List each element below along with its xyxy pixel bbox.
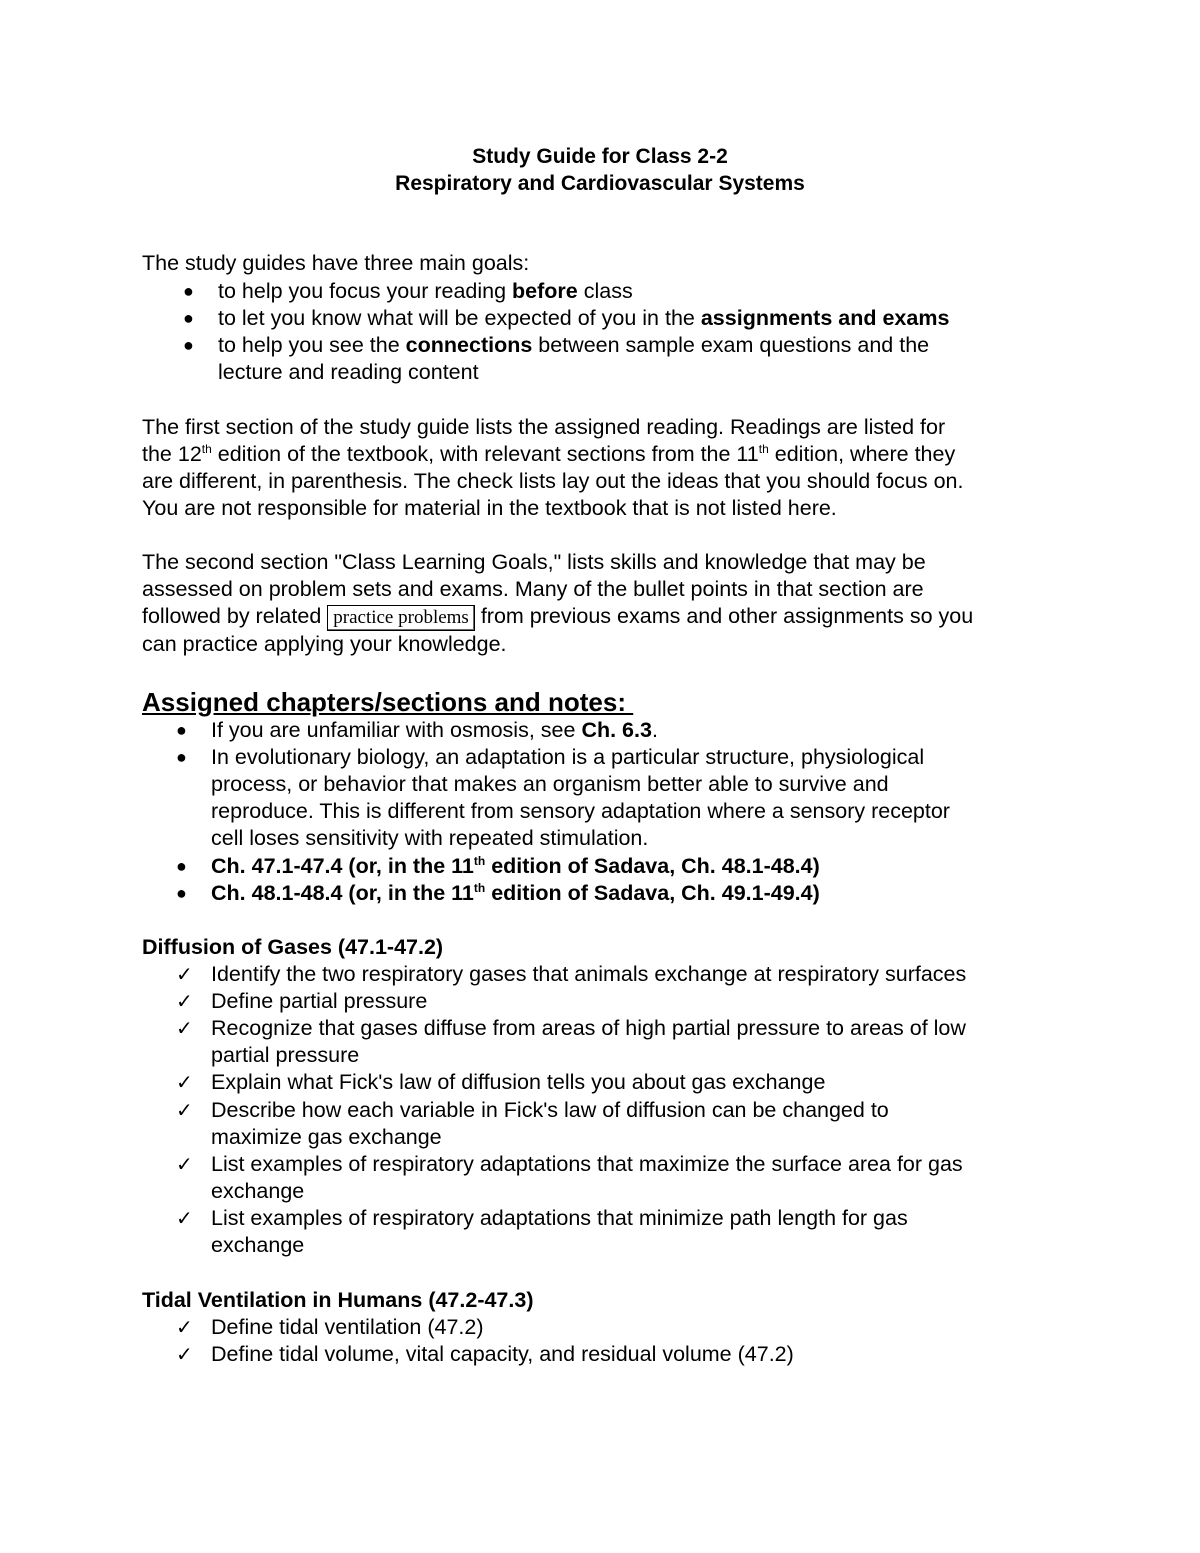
checklist-item: Recognize that gases diffuse from areas of high partial pressure to areas of low [211, 1016, 966, 1040]
intro-lead: The study guides have three main goals: [142, 251, 530, 275]
checklist-item-continuation: partial pressure [211, 1043, 360, 1067]
check-icon: ✓ [176, 1342, 193, 1366]
checklist-item: List examples of respiratory adaptations that maximize the surface area for gas [211, 1152, 963, 1176]
checklist-item: Define partial pressure [211, 989, 428, 1013]
checklist-item: Describe how each variable in Fick's law of diffusion can be changed to [211, 1098, 889, 1122]
check-icon: ✓ [176, 1206, 193, 1230]
checklist-item: List examples of respiratory adaptations that minimize path length for gas [211, 1206, 908, 1230]
bullet-icon: ● [176, 856, 187, 876]
assigned-item: In evolutionary biology, an adaptation is a particular structure, physiological [211, 745, 925, 769]
bullet-icon: ● [176, 883, 187, 903]
assigned-item-continuation: process, or behavior that makes an organism better able to survive and [211, 772, 889, 796]
diffusion-heading: Diffusion of Gases (47.1-47.2) [142, 935, 444, 959]
check-icon: ✓ [176, 1016, 193, 1040]
bullet-icon: ● [183, 335, 194, 355]
paragraph-line: assessed on problem sets and exams. Many of the bullet points in that section are [142, 577, 924, 601]
checklist-item-continuation: maximize gas exchange [211, 1125, 442, 1149]
paragraph-line: followed by related practice problems from previous exams and other assignments so you [142, 603, 973, 631]
checklist-item-continuation: exchange [211, 1233, 305, 1257]
goal-item: to let you know what will be expected of you in the assignments and exams [218, 306, 950, 330]
paragraph-line: are different, in parenthesis. The check lists lay out the ideas that you should focus on. [142, 469, 964, 493]
checklist-item: Define tidal volume, vital capacity, and residual volume (47.2) [211, 1342, 794, 1366]
paragraph-line: You are not responsible for material in the textbook that is not listed here. [142, 496, 837, 520]
goal-item-continuation: lecture and reading content [218, 360, 479, 384]
assigned-item-continuation: reproduce. This is different from sensory adaptation where a sensory receptor [211, 799, 950, 823]
checklist-item: Identify the two respiratory gases that animals exchange at respiratory surfaces [211, 962, 967, 986]
practice-problems-box: practice problems [327, 605, 475, 631]
check-icon: ✓ [176, 1070, 193, 1094]
goal-item: to help you see the connections between sample exam questions and the [218, 333, 930, 357]
document-title: Study Guide for Class 2-2 [472, 145, 728, 168]
checklist-item: Define tidal ventilation (47.2) [211, 1315, 484, 1339]
paragraph-line: can practice applying your knowledge. [142, 632, 507, 656]
tidal-heading: Tidal Ventilation in Humans (47.2-47.3) [142, 1288, 534, 1312]
check-icon: ✓ [176, 989, 193, 1013]
assigned-item-continuation: cell loses sensitivity with repeated stimulation. [211, 826, 649, 850]
paragraph-line: The first section of the study guide lists the assigned reading. Readings are listed for [142, 415, 946, 439]
assigned-item: Ch. 47.1-47.4 (or, in the 11th edition of Sadava, Ch. 48.1-48.4) [211, 854, 820, 878]
bullet-icon: ● [176, 747, 187, 767]
paragraph-line: the 12th edition of the textbook, with relevant sections from the 11th edition, where they [142, 442, 956, 466]
assigned-heading: Assigned chapters/sections and notes: [142, 687, 634, 717]
check-icon: ✓ [176, 1098, 193, 1122]
bullet-icon: ● [183, 308, 194, 328]
document-subtitle: Respiratory and Cardiovascular Systems [395, 172, 805, 195]
assigned-item: If you are unfamiliar with osmosis, see Ch. 6.3. [211, 718, 658, 742]
bullet-icon: ● [183, 281, 194, 301]
assigned-item: Ch. 48.1-48.4 (or, in the 11th edition of Sadava, Ch. 49.1-49.4) [211, 881, 820, 905]
checklist-item-continuation: exchange [211, 1179, 305, 1203]
paragraph-line: The second section "Class Learning Goals," lists skills and knowledge that may be [142, 550, 926, 574]
bullet-icon: ● [176, 720, 187, 740]
check-icon: ✓ [176, 1315, 193, 1339]
goal-item: to help you focus your reading before class [218, 279, 633, 303]
check-icon: ✓ [176, 962, 193, 986]
check-icon: ✓ [176, 1152, 193, 1176]
checklist-item: Explain what Fick's law of diffusion tells you about gas exchange [211, 1070, 826, 1094]
